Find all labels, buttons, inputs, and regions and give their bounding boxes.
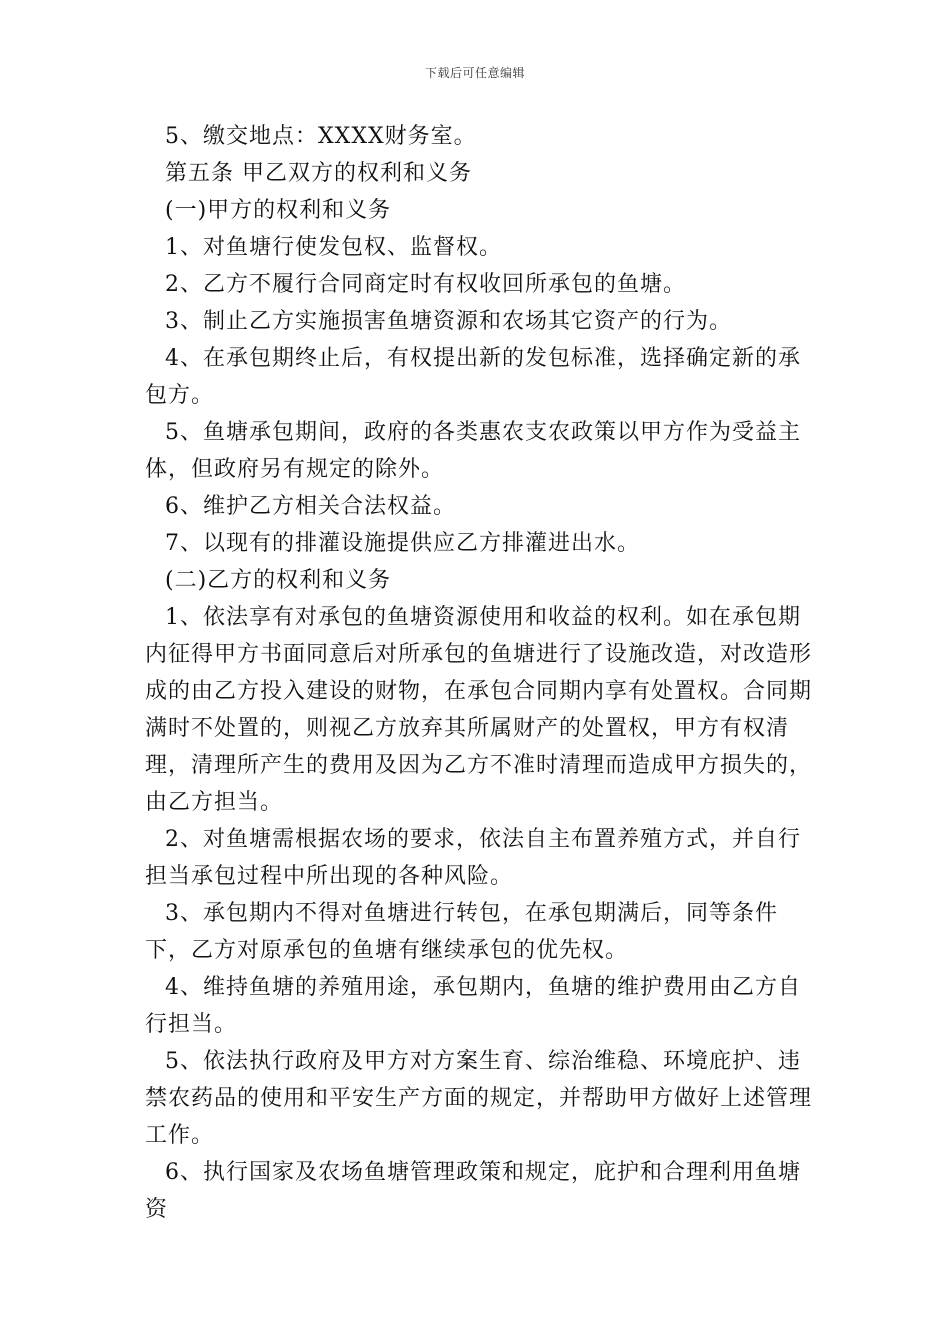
- section-party-a-heading: (一)甲方的权利和义务: [165, 198, 392, 223]
- article-five-heading: 第五条 甲乙双方的权利和义务: [165, 161, 472, 186]
- paragraph-b-2: 2、对鱼塘需根据农场的要求，依法自主布置养殖方式，并自行担当承包过程中所出现的各种风险。: [145, 827, 801, 889]
- paragraph-a-1: 1、对鱼塘行使发包权、监督权。: [165, 235, 502, 260]
- paragraph-a-4: 4、在承包期终止后，有权提出新的发包标准，选择确定新的承包方。: [145, 346, 801, 408]
- paragraph-a-5: 5、鱼塘承包期间，政府的各类惠农支农政策以甲方作为受益主体，但政府另有规定的除外。: [145, 420, 801, 482]
- section-party-b-heading: (二)乙方的权利和义务: [165, 568, 392, 593]
- paragraph-a-6: 6、维护乙方相关合法权益。: [165, 494, 456, 519]
- paragraph-b-4: 4、维持鱼塘的养殖用途，承包期内，鱼塘的维护费用由乙方自行担当。: [145, 975, 801, 1037]
- document-body: [145, 118, 813, 1228]
- paragraph-a-2: 2、乙方不履行合同商定时有权收回所承包的鱼塘。: [165, 272, 686, 297]
- paragraph-payment-location: 5、缴交地点：XXXX财务室。: [165, 124, 477, 149]
- paragraph-b-6: 6、执行国家及农场鱼塘管理政策和规定，庇护和合理利用鱼塘资: [145, 1160, 801, 1222]
- paragraph-b-3: 3、承包期内不得对鱼塘进行转包，在承包期满后，同等条件下，乙方对原承包的鱼塘有继续承包的优先权。: [145, 901, 778, 963]
- paragraph-a-7: 7、以现有的排灌设施提供应乙方排灌进出水。: [165, 531, 640, 556]
- paragraph-b-5: 5、依法执行政府及甲方对方案生育、综治维稳、环境庇护、违禁农药品的使用和平安生产方面的规定，并帮助甲方做好上述管理工作。: [145, 1049, 813, 1148]
- page-header: 下载后可任意编辑: [424, 66, 525, 80]
- paragraph-b-1: 1、依法享有对承包的鱼塘资源使用和收益的权利。如在承包期内征得甲方书面同意后对所承包的鱼塘进行了设施改造，对改造形成的由乙方投入建设的财物，在承包合同期内享有处置权。合同期满时不处置的，则视乙方放弃其所属财产的处置权，甲方有权清理，清理所产生的费用及因为乙方不准时清理而造成甲方损失的，由乙方担当。: [145, 605, 813, 815]
- paragraph-a-3: 3、制止乙方实施损害鱼塘资源和农场其它资产的行为。: [165, 309, 732, 334]
